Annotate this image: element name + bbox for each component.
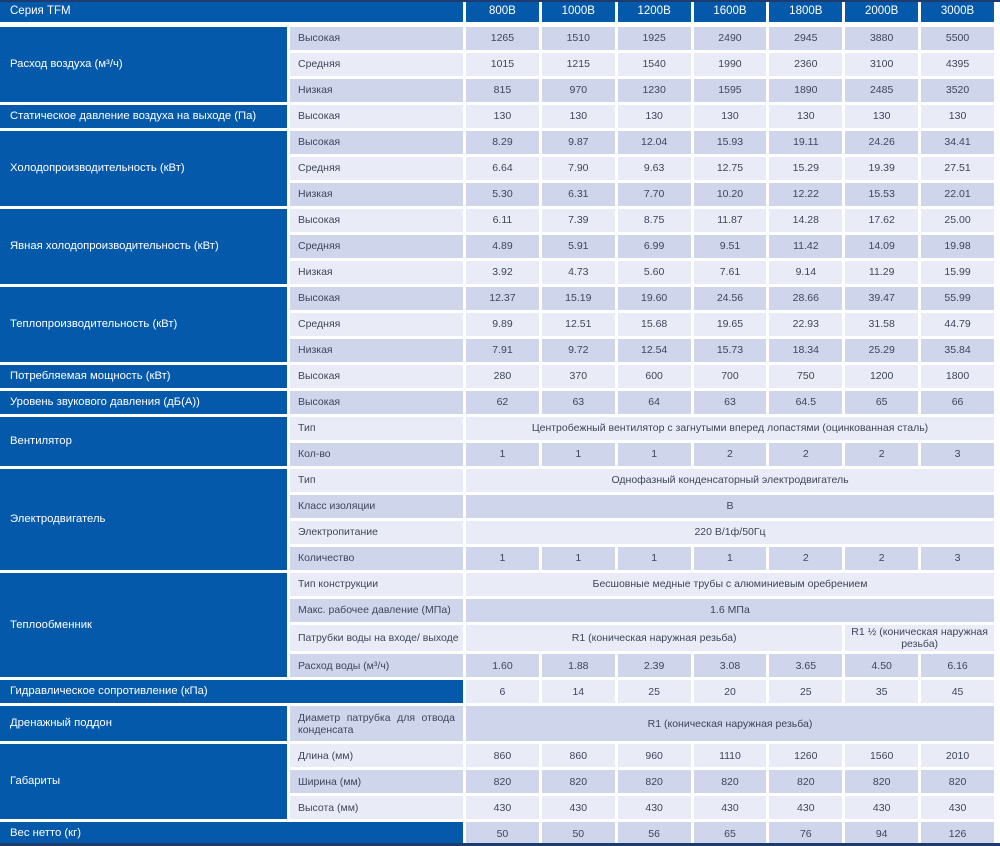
table-row	[0, 573, 997, 599]
value-cell: 2	[845, 547, 921, 573]
row-sublabel: Средняя	[290, 157, 466, 183]
value-cell: 2	[694, 443, 770, 469]
value-cell: 28.66	[769, 287, 845, 313]
value-cell: 10.20	[694, 183, 770, 209]
value-cell: 860	[466, 744, 542, 770]
value-cell: 11.87	[694, 209, 770, 235]
value-cell: 960	[618, 744, 694, 770]
value-cell: 815	[466, 79, 542, 105]
value-cell: 130	[466, 105, 542, 131]
value-cell: 14.09	[845, 235, 921, 261]
section-label: Явная холодопроизводительность (кВт)	[0, 209, 290, 287]
table-row	[0, 209, 997, 235]
column-header: 2000В	[845, 2, 921, 27]
value-cell: 126	[921, 822, 997, 846]
value-cell: 5.30	[466, 183, 542, 209]
merged-value-cell: R1 ½ (коническая наружная резьба)	[845, 625, 997, 654]
value-cell: 7.90	[542, 157, 618, 183]
value-cell: 2945	[769, 27, 845, 53]
value-cell: 15.53	[845, 183, 921, 209]
value-cell: 11.29	[845, 261, 921, 287]
value-cell: 600	[618, 365, 694, 391]
value-cell: 25.00	[921, 209, 997, 235]
value-cell: 19.65	[694, 313, 770, 339]
row-sublabel: Макс. рабочее давление (МПа)	[290, 599, 466, 625]
value-cell: 56	[618, 822, 694, 846]
spec-table	[0, 2, 997, 846]
value-cell: 50	[542, 822, 618, 846]
table-row	[0, 105, 997, 131]
value-cell: 3.08	[694, 654, 770, 680]
merged-value-cell: Бесшовные медные трубы с алюминиевым оребрением	[466, 573, 997, 599]
value-cell: 8.29	[466, 131, 542, 157]
value-cell: 2485	[845, 79, 921, 105]
value-cell: 65	[694, 822, 770, 846]
section-label: Холодопроизводительность (кВт)	[0, 131, 290, 209]
row-sublabel: Высокая	[290, 391, 466, 417]
value-cell: 4.50	[845, 654, 921, 680]
value-cell: 11.42	[769, 235, 845, 261]
row-sublabel: Кол-во	[290, 443, 466, 469]
value-cell: 50	[466, 822, 542, 846]
value-cell: 3	[921, 443, 997, 469]
value-cell: 2010	[921, 744, 997, 770]
value-cell: 1230	[618, 79, 694, 105]
value-cell: 7.39	[542, 209, 618, 235]
value-cell: 65	[845, 391, 921, 417]
value-cell: 1	[542, 443, 618, 469]
value-cell: 860	[542, 744, 618, 770]
value-cell: 1890	[769, 79, 845, 105]
row-sublabel: Высокая	[290, 365, 466, 391]
value-cell: 1	[618, 547, 694, 573]
table-row	[0, 706, 997, 744]
value-cell: 1.88	[542, 654, 618, 680]
section-label: Теплопроизводительность (кВт)	[0, 287, 290, 365]
value-cell: 4.73	[542, 261, 618, 287]
value-cell: 63	[542, 391, 618, 417]
value-cell: 1510	[542, 27, 618, 53]
value-cell: 1	[694, 547, 770, 573]
table-row	[0, 365, 997, 391]
row-sublabel: Низкая	[290, 339, 466, 365]
row-sublabel: Тип	[290, 469, 466, 495]
value-cell: 22.93	[769, 313, 845, 339]
row-sublabel: Средняя	[290, 313, 466, 339]
value-cell: 820	[921, 770, 997, 796]
value-cell: 3.65	[769, 654, 845, 680]
header-row	[0, 2, 997, 27]
merged-value-cell: 220 В/1ф/50Гц	[466, 521, 997, 547]
value-cell: 2.39	[618, 654, 694, 680]
value-cell: 12.22	[769, 183, 845, 209]
value-cell: 430	[921, 796, 997, 822]
value-cell: 6.31	[542, 183, 618, 209]
value-cell: 15.29	[769, 157, 845, 183]
value-cell: 130	[845, 105, 921, 131]
row-sublabel: Низкая	[290, 261, 466, 287]
column-header: 1000В	[542, 2, 618, 27]
value-cell: 17.62	[845, 209, 921, 235]
row-sublabel: Высокая	[290, 131, 466, 157]
section-label: Вентилятор	[0, 417, 290, 469]
value-cell: 62	[466, 391, 542, 417]
value-cell: 12.75	[694, 157, 770, 183]
table-row	[0, 27, 997, 53]
row-sublabel: Высота (мм)	[290, 796, 466, 822]
value-cell: 24.56	[694, 287, 770, 313]
row-sublabel: Высокая	[290, 209, 466, 235]
value-cell: 7.91	[466, 339, 542, 365]
value-cell: 35.84	[921, 339, 997, 365]
value-cell: 6.11	[466, 209, 542, 235]
value-cell: 7.70	[618, 183, 694, 209]
value-cell: 15.93	[694, 131, 770, 157]
table-row	[0, 391, 997, 417]
value-cell: 12.51	[542, 313, 618, 339]
table-row	[0, 131, 997, 157]
value-cell: 31.58	[845, 313, 921, 339]
row-sublabel: Средняя	[290, 53, 466, 79]
value-cell: 12.54	[618, 339, 694, 365]
value-cell: 2	[769, 547, 845, 573]
value-cell: 55.99	[921, 287, 997, 313]
value-cell: 35	[845, 680, 921, 706]
value-cell: 1560	[845, 744, 921, 770]
value-cell: 76	[769, 822, 845, 846]
row-sublabel: Низкая	[290, 183, 466, 209]
value-cell: 3.92	[466, 261, 542, 287]
section-label: Статическое давление воздуха на выходе (Па)	[0, 105, 290, 131]
value-cell: 820	[466, 770, 542, 796]
value-cell: 2490	[694, 27, 770, 53]
section-label: Потребляемая мощность (кВт)	[0, 365, 290, 391]
value-cell: 94	[845, 822, 921, 846]
value-cell: 1	[542, 547, 618, 573]
table-header	[0, 2, 997, 27]
merged-value-cell: Однофазный конденсаторный электродвигатель	[466, 469, 997, 495]
row-sublabel: Длина (мм)	[290, 744, 466, 770]
table-body	[0, 27, 997, 846]
value-cell: 6.16	[921, 654, 997, 680]
value-cell: 8.75	[618, 209, 694, 235]
section-label: Вес нетто (кг)	[0, 822, 466, 846]
row-sublabel: Тип	[290, 417, 466, 443]
value-cell: 19.60	[618, 287, 694, 313]
value-cell: 430	[694, 796, 770, 822]
value-cell: 1.60	[466, 654, 542, 680]
value-cell: 45	[921, 680, 997, 706]
value-cell: 15.19	[542, 287, 618, 313]
value-cell: 1925	[618, 27, 694, 53]
value-cell: 130	[694, 105, 770, 131]
row-sublabel: Диаметр патрубка для отвода конденсата	[290, 706, 466, 744]
value-cell: 7.61	[694, 261, 770, 287]
section-label: Электродвигатель	[0, 469, 290, 573]
row-sublabel: Тип конструкции	[290, 573, 466, 599]
value-cell: 15.68	[618, 313, 694, 339]
value-cell: 1265	[466, 27, 542, 53]
value-cell: 1	[466, 443, 542, 469]
value-cell: 3880	[845, 27, 921, 53]
table-row	[0, 417, 997, 443]
row-sublabel: Количество	[290, 547, 466, 573]
value-cell: 820	[542, 770, 618, 796]
value-cell: 34.41	[921, 131, 997, 157]
table-row	[0, 469, 997, 495]
value-cell: 12.37	[466, 287, 542, 313]
value-cell: 12.04	[618, 131, 694, 157]
table-title: Серия TFM	[0, 2, 466, 27]
value-cell: 430	[845, 796, 921, 822]
table-row	[0, 744, 997, 770]
value-cell: 370	[542, 365, 618, 391]
value-cell: 130	[769, 105, 845, 131]
value-cell: 970	[542, 79, 618, 105]
table-row	[0, 822, 997, 846]
row-sublabel: Высокая	[290, 287, 466, 313]
value-cell: 820	[769, 770, 845, 796]
value-cell: 5.91	[542, 235, 618, 261]
value-cell: 1110	[694, 744, 770, 770]
value-cell: 2	[769, 443, 845, 469]
column-header: 1200В	[618, 2, 694, 27]
value-cell: 39.47	[845, 287, 921, 313]
value-cell: 1215	[542, 53, 618, 79]
row-sublabel: Высокая	[290, 105, 466, 131]
value-cell: 15.73	[694, 339, 770, 365]
value-cell: 6.99	[618, 235, 694, 261]
value-cell: 2360	[769, 53, 845, 79]
column-header: 1600В	[694, 2, 770, 27]
value-cell: 20	[694, 680, 770, 706]
value-cell: 9.89	[466, 313, 542, 339]
value-cell: 1260	[769, 744, 845, 770]
value-cell: 14	[542, 680, 618, 706]
value-cell: 3	[921, 547, 997, 573]
value-cell: 9.63	[618, 157, 694, 183]
value-cell: 700	[694, 365, 770, 391]
section-label: Расход воздуха (м³/ч)	[0, 27, 290, 105]
value-cell: 44.79	[921, 313, 997, 339]
value-cell: 430	[542, 796, 618, 822]
value-cell: 1595	[694, 79, 770, 105]
table-row	[0, 680, 997, 706]
merged-value-cell: Центробежный вентилятор с загнутыми вперед лопастями (оцинкованная сталь)	[466, 417, 997, 443]
value-cell: 19.98	[921, 235, 997, 261]
value-cell: 2	[845, 443, 921, 469]
value-cell: 64.5	[769, 391, 845, 417]
row-sublabel: Высокая	[290, 27, 466, 53]
value-cell: 430	[466, 796, 542, 822]
value-cell: 6	[466, 680, 542, 706]
value-cell: 3520	[921, 79, 997, 105]
value-cell: 5500	[921, 27, 997, 53]
value-cell: 130	[618, 105, 694, 131]
value-cell: 4395	[921, 53, 997, 79]
row-sublabel: Класс изоляции	[290, 495, 466, 521]
value-cell: 63	[694, 391, 770, 417]
column-header: 800В	[466, 2, 542, 27]
value-cell: 64	[618, 391, 694, 417]
value-cell: 9.14	[769, 261, 845, 287]
value-cell: 9.72	[542, 339, 618, 365]
value-cell: 820	[845, 770, 921, 796]
value-cell: 130	[921, 105, 997, 131]
section-label: Теплообменник	[0, 573, 290, 680]
row-sublabel: Электропитание	[290, 521, 466, 547]
value-cell: 6.64	[466, 157, 542, 183]
value-cell: 750	[769, 365, 845, 391]
value-cell: 5.60	[618, 261, 694, 287]
value-cell: 9.51	[694, 235, 770, 261]
value-cell: 25.29	[845, 339, 921, 365]
column-header: 1800В	[769, 2, 845, 27]
value-cell: 1990	[694, 53, 770, 79]
table-row	[0, 287, 997, 313]
value-cell: 3100	[845, 53, 921, 79]
section-label: Гидравлическое сопротивление (кПа)	[0, 680, 466, 706]
value-cell: 25	[769, 680, 845, 706]
value-cell: 15.99	[921, 261, 997, 287]
value-cell: 24.26	[845, 131, 921, 157]
value-cell: 27.51	[921, 157, 997, 183]
value-cell: 19.11	[769, 131, 845, 157]
value-cell: 19.39	[845, 157, 921, 183]
value-cell: 18.34	[769, 339, 845, 365]
row-sublabel: Расход воды (м³/ч)	[290, 654, 466, 680]
row-sublabel: Ширина (мм)	[290, 770, 466, 796]
value-cell: 1200	[845, 365, 921, 391]
merged-value-cell: В	[466, 495, 997, 521]
section-label: Дренажный поддон	[0, 706, 290, 744]
value-cell: 1800	[921, 365, 997, 391]
section-label: Уровень звукового давления (дБ(А))	[0, 391, 290, 417]
merged-value-cell: R1 (коническая наружная резьба)	[466, 625, 845, 654]
merged-value-cell: 1.6 МПа	[466, 599, 997, 625]
value-cell: 820	[618, 770, 694, 796]
value-cell: 4.89	[466, 235, 542, 261]
value-cell: 14.28	[769, 209, 845, 235]
row-sublabel: Средняя	[290, 235, 466, 261]
value-cell: 280	[466, 365, 542, 391]
value-cell: 1	[618, 443, 694, 469]
value-cell: 9.87	[542, 131, 618, 157]
column-header: 3000В	[921, 2, 997, 27]
value-cell: 25	[618, 680, 694, 706]
row-sublabel: Патрубки воды на входе/ выходе	[290, 625, 466, 654]
value-cell: 1015	[466, 53, 542, 79]
value-cell: 820	[694, 770, 770, 796]
value-cell: 430	[769, 796, 845, 822]
section-label: Габариты	[0, 744, 290, 822]
value-cell: 66	[921, 391, 997, 417]
row-sublabel: Низкая	[290, 79, 466, 105]
merged-value-cell: R1 (коническая наружная резьба)	[466, 706, 997, 744]
value-cell: 130	[542, 105, 618, 131]
value-cell: 22.01	[921, 183, 997, 209]
value-cell: 1540	[618, 53, 694, 79]
value-cell: 1	[466, 547, 542, 573]
value-cell: 430	[618, 796, 694, 822]
